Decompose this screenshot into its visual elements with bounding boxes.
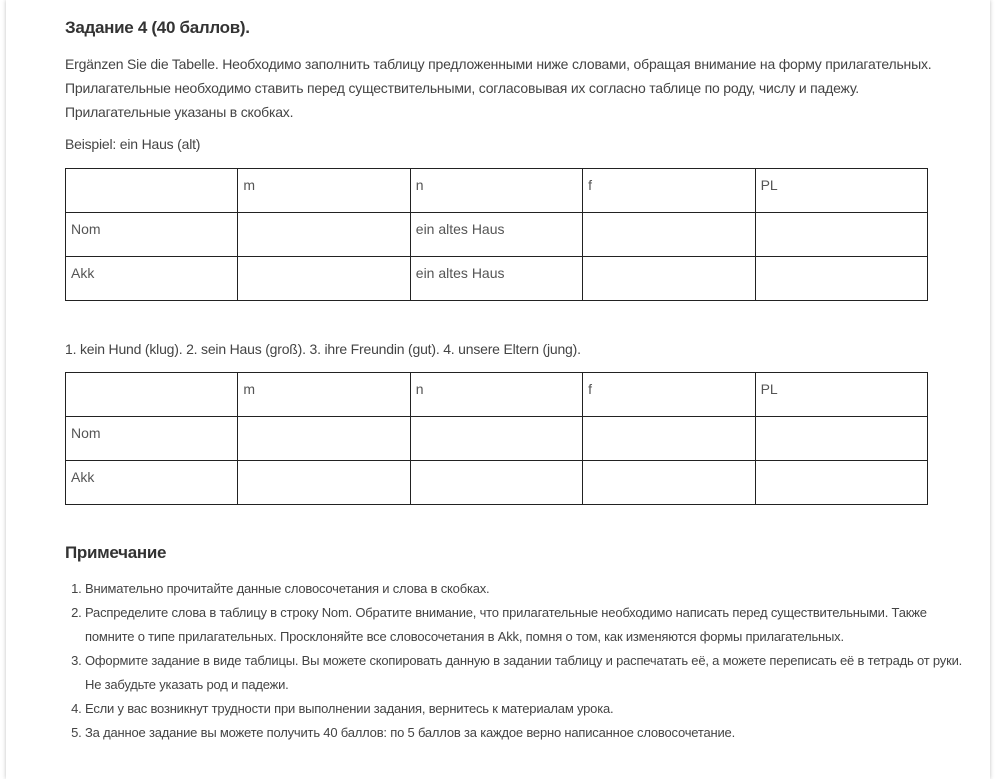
- table-cell: [583, 213, 755, 257]
- instructions: Ergänzen Sie die Tabelle. Необходимо заполнить таблицу предложенными ниже словами, обращая внимание на форму прилагательных. Прилагательные необходимо ставить перед существительными, согласовывая их согласно таблице по роду, числу и падежу. Прилагательные указаны в скобках.: [65, 56, 932, 120]
- table-cell: [583, 257, 755, 301]
- table-cell: [583, 417, 755, 461]
- table-row: [66, 257, 928, 301]
- table-cell: [66, 169, 238, 213]
- task-title: Задание 4 (40 баллов).: [65, 18, 250, 37]
- table-row: [66, 417, 928, 461]
- table-cell: ein altes Haus: [410, 213, 582, 257]
- example-table: [65, 168, 928, 301]
- table-cell: Nom: [66, 417, 238, 461]
- table-cell: [238, 213, 410, 257]
- table-cell: n: [410, 373, 582, 417]
- table-cell: [410, 461, 582, 505]
- table-cell: f: [583, 373, 755, 417]
- list-item: 3. Оформите задание в виде таблицы. Вы можете скопировать данную в задании таблицу и распечатать её, а можете переписать её в тетрадь от руки. Не забудьте указать род и падежи.: [85, 649, 965, 697]
- task-table: [65, 372, 928, 505]
- table-cell: Nom: [66, 213, 238, 257]
- table-cell: m: [238, 169, 410, 213]
- table-cell: [583, 461, 755, 505]
- table-cell: Akk: [66, 257, 238, 301]
- note-title: Примечание: [65, 543, 167, 562]
- table-row: [66, 213, 928, 257]
- example-label: Beispiel: ein Haus (alt): [65, 136, 201, 152]
- table-cell: [238, 417, 410, 461]
- table-cell: ein altes Haus: [410, 257, 582, 301]
- table-cell: Akk: [66, 461, 238, 505]
- table-cell: [410, 417, 582, 461]
- table-cell: [66, 373, 238, 417]
- table-cell: [755, 417, 927, 461]
- list-item: 4. Если у вас возникнут трудности при выполнении задания, вернитесь к материалам урока.: [85, 697, 965, 721]
- table-cell: [755, 257, 927, 301]
- table-row: [66, 461, 928, 505]
- notes-list: [65, 577, 965, 745]
- list-item: 5. За данное задание вы можете получить 40 баллов: по 5 баллов за каждое верно написанное словосочетание.: [85, 721, 965, 745]
- table-cell: m: [238, 373, 410, 417]
- table-cell: [238, 461, 410, 505]
- task-words: 1. kein Hund (klug). 2. sein Haus (groß). 3. ihre Freundin (gut). 4. unsere Eltern (jung).: [65, 341, 581, 357]
- table-header-row: [66, 169, 928, 213]
- table-cell: PL: [755, 373, 927, 417]
- table-cell: [238, 257, 410, 301]
- table-cell: PL: [755, 169, 927, 213]
- list-item: 2. Распределите слова в таблицу в строку Nom. Обратите внимание, что прилагательные необходимо написать перед существительными. Также помните о типе прилагательных. Просклоняйте все словосочетания в Akk, помня о том, как изменяются формы прилагательных.: [85, 601, 965, 649]
- table-cell: [755, 461, 927, 505]
- table-cell: [755, 213, 927, 257]
- list-item: 1. Внимательно прочитайте данные словосочетания и слова в скобках.: [85, 577, 965, 601]
- table-header-row: [66, 373, 928, 417]
- table-cell: f: [583, 169, 755, 213]
- table-cell: n: [410, 169, 582, 213]
